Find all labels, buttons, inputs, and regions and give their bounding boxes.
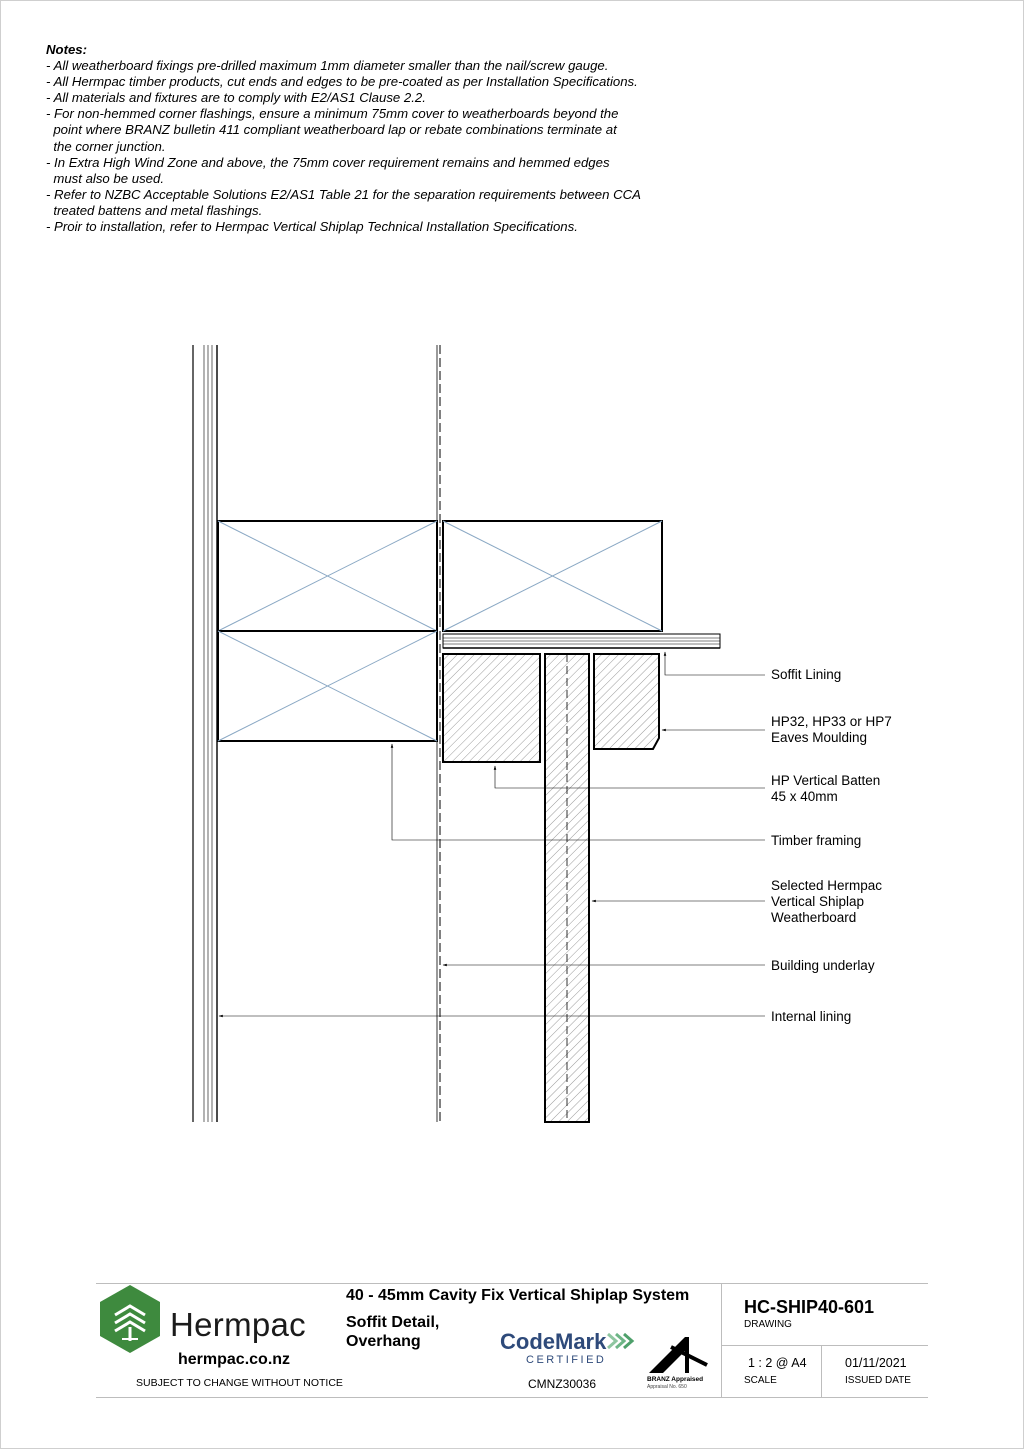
label-batten-line1: HP Vertical Batten: [771, 773, 881, 788]
codemark-logo: CodeMark: [500, 1329, 607, 1354]
drawing-number: HC-SHIP40-601: [744, 1297, 875, 1317]
scale-value: 1 : 2 @ A4: [748, 1356, 807, 1370]
label-weatherboard-line1: Selected Hermpac: [771, 878, 883, 893]
label-weatherboard-line3: Weatherboard: [771, 910, 857, 925]
detail-title-line2: Overhang: [346, 1333, 421, 1350]
branz-number: Appraisal No. 650: [647, 1384, 687, 1390]
issued-date: 01/11/2021: [845, 1356, 907, 1370]
note-item: - In Extra High Wind Zone and above, the 75mm cover requirement remains and hemmed edges must also be used.: [46, 154, 610, 186]
codemark-chevrons-icon: [606, 1331, 636, 1351]
internal-lining: [193, 345, 217, 1122]
brand-name: Hermpac: [170, 1306, 306, 1343]
branz-label: BRANZ Appraised: [647, 1376, 704, 1383]
note-item: - All weatherboard fixings pre-drilled maximum 1mm diameter smaller than the nail/screw gauge.: [46, 58, 609, 74]
issued-date-label: ISSUED DATE: [845, 1375, 911, 1386]
branz-appraised-icon: [649, 1335, 709, 1375]
note-item: - All materials and fixtures are to comply with E2/AS1 Clause 2.2.: [46, 90, 426, 106]
shiplap-weatherboard: [545, 654, 589, 1122]
hermpac-logo-icon: [98, 1283, 162, 1355]
notes-title: Notes:: [46, 42, 88, 57]
label-batten-line2: 45 x 40mm: [771, 789, 838, 804]
note-item: - Proir to installation, refer to Hermpac Vertical Shiplap Technical Installation Specifications.: [46, 219, 578, 235]
label-soffit-lining: Soffit Lining: [771, 667, 842, 682]
tb-divider-h: [721, 1345, 928, 1346]
vertical-batten: [443, 654, 540, 762]
callout-labels: [771, 667, 892, 1024]
scale-label: SCALE: [744, 1375, 777, 1386]
label-weatherboard-line2: Vertical Shiplap: [771, 894, 865, 909]
note-item: - All Hermpac timber products, cut ends and edges to be pre-coated as per Installation Specifications.: [46, 74, 638, 90]
project-title: 40 - 45mm Cavity Fix Vertical Shiplap System: [346, 1287, 690, 1304]
drawing-label: DRAWING: [744, 1319, 792, 1330]
note-item: - Refer to NZBC Acceptable Solutions E2/AS1 Table 21 for the separation requirements between CCA treated battens and metal flashings.: [46, 186, 641, 218]
tb-border-top: [96, 1283, 928, 1284]
label-timber-framing: Timber framing: [771, 833, 862, 848]
label-eaves-line2: Eaves Moulding: [771, 730, 868, 745]
title-block: [96, 1283, 928, 1398]
label-building-underlay: Building underlay: [771, 958, 875, 973]
brand-url[interactable]: hermpac.co.nz: [178, 1351, 291, 1368]
eaves-moulding: [594, 654, 659, 749]
tb-divider: [721, 1283, 722, 1398]
codemark-number: CMNZ30036: [528, 1377, 597, 1391]
detail-title-line1: Soffit Detail,: [346, 1314, 440, 1331]
soffit-lining: [443, 634, 720, 648]
tb-divider-v: [821, 1345, 822, 1398]
tb-border-bottom: [96, 1397, 928, 1398]
label-internal-lining: Internal lining: [771, 1009, 852, 1024]
label-eaves-line1: HP32, HP33 or HP7: [771, 714, 892, 729]
brand-notice: SUBJECT TO CHANGE WITHOUT NOTICE: [136, 1377, 343, 1389]
note-item: - For non-hemmed corner flashings, ensure a minimum 75mm cover to weatherboards beyond the point where BRANZ bulletin 411 compliant weatherboard lap or rebate combinations terminate at the corner junction.: [46, 106, 619, 154]
codemark-certified: CERTIFIED: [526, 1354, 607, 1366]
